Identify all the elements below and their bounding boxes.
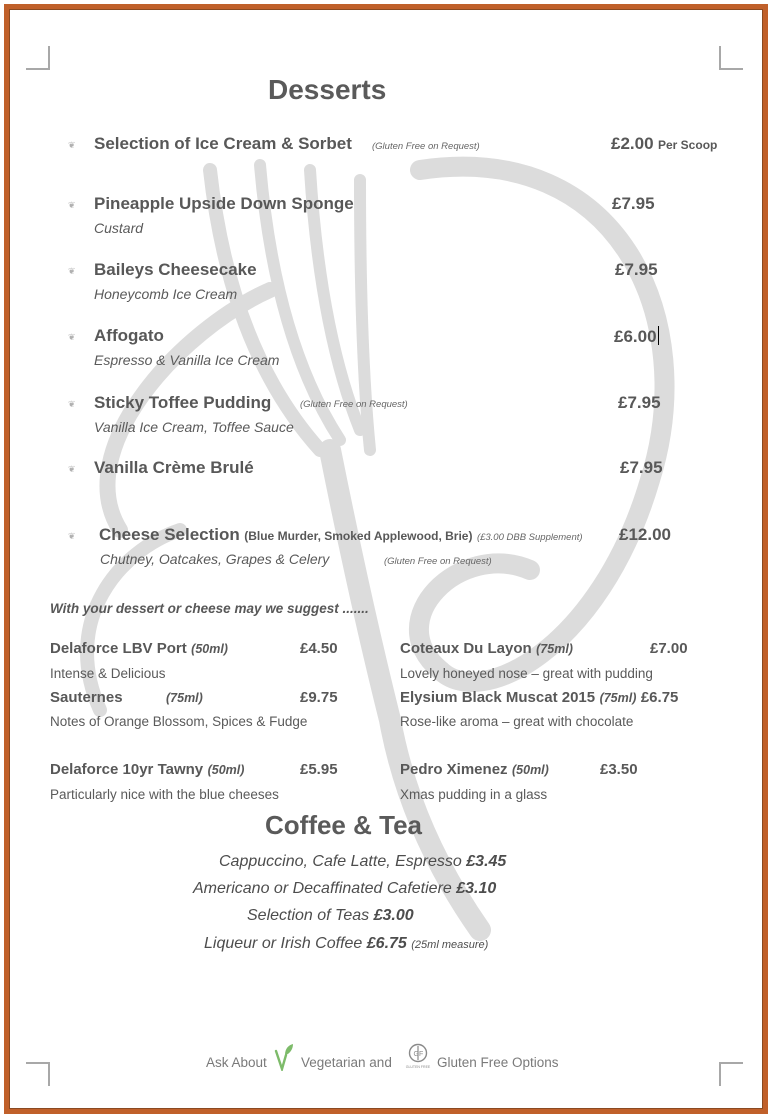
item-subtitle: (Blue Murder, Smoked Applewood, Brie) <box>244 529 473 543</box>
coffee-price: £3.00 <box>373 907 414 924</box>
bullet-icon: ❦ <box>68 399 76 409</box>
item-desc: Honeycomb Ice Cream <box>94 286 238 302</box>
wine-name: Coteaux Du Layon <box>400 640 532 657</box>
wine-desc: Notes of Orange Blossom, Spices & Fudge <box>50 714 308 729</box>
wine-desc: Intense & Delicious <box>50 666 166 681</box>
price-value: £2.00 <box>611 134 654 153</box>
coffee-item <box>204 935 488 953</box>
coffee-price: £3.10 <box>456 880 497 897</box>
bullet-icon: ❦ <box>68 531 76 541</box>
item-note: (Gluten Free on Request) <box>384 556 492 567</box>
crop-mark-top-left <box>26 46 50 70</box>
item-desc: Vanilla Ice Cream, Toffee Sauce <box>94 419 294 435</box>
wine-measure: (75ml) <box>536 642 573 656</box>
item-price <box>611 134 717 154</box>
bullet-icon: ❦ <box>68 464 76 474</box>
item-price: £7.95 <box>620 458 663 477</box>
crop-mark-bottom-left <box>26 1062 50 1086</box>
footer-ask: Ask About <box>206 1055 267 1070</box>
wine-name: Delaforce LBV Port <box>50 640 187 657</box>
text-cursor <box>658 326 659 345</box>
item-price <box>614 326 659 347</box>
coffee-label: Selection of Teas <box>247 907 370 924</box>
wine-name: Delaforce 10yr Tawny <box>50 761 204 778</box>
item-price: £7.95 <box>615 260 658 279</box>
coffee-title: Coffee & Tea <box>265 810 422 840</box>
wine-item <box>50 640 228 658</box>
item-name: Baileys Cheesecake <box>94 260 257 279</box>
bullet-icon: ❦ <box>68 200 76 210</box>
wine-price: £4.50 <box>300 640 338 657</box>
wine-measure: (50ml) <box>191 642 228 656</box>
item-desc: Espresso & Vanilla Ice Cream <box>94 352 280 368</box>
item-name: Cheese Selection <box>99 525 240 544</box>
item-name: Affogato <box>94 326 164 345</box>
bullet-icon: ❦ <box>68 332 76 342</box>
gluten-free-icon <box>405 1043 431 1071</box>
coffee-label: Liqueur or Irish Coffee <box>204 935 363 952</box>
wine-price: £7.00 <box>650 640 688 657</box>
price-suffix: Per Scoop <box>658 138 718 152</box>
bullet-icon: ❦ <box>68 140 76 150</box>
coffee-label: Cappuccino, Cafe Latte, Espresso <box>219 853 462 870</box>
wine-name: Pedro Ximenez <box>400 761 508 778</box>
item-desc: Custard <box>94 220 144 236</box>
price-value: £6.00 <box>614 327 657 346</box>
coffee-price: £3.45 <box>466 853 507 870</box>
wine-item <box>400 640 573 658</box>
footer-gf: Gluten Free Options <box>437 1055 559 1070</box>
wine-price: £9.75 <box>300 689 338 706</box>
item-name: Sticky Toffee Pudding <box>94 393 272 412</box>
wine-desc: Xmas pudding in a glass <box>400 787 548 802</box>
svg-text:F: F <box>419 1051 424 1058</box>
item-supplement: (£3.00 DBB Supplement) <box>476 532 583 543</box>
coffee-price: £6.75 <box>366 935 407 952</box>
coffee-label: Americano or Decaffinated Cafetiere <box>193 880 452 897</box>
wine-price: £6.75 <box>640 689 679 706</box>
crop-mark-bottom-right <box>719 1062 743 1086</box>
wine-item <box>50 761 244 779</box>
wine-item <box>400 689 678 707</box>
bullet-icon: ❦ <box>68 266 76 276</box>
wine-measure: (75ml) <box>166 691 203 705</box>
coffee-item <box>193 880 496 898</box>
wine-measure: (50ml) <box>207 763 245 777</box>
wine-price: £3.50 <box>600 761 638 778</box>
item-note: (Gluten Free on Request) <box>300 399 408 410</box>
wine-intro: With your dessert or cheese may we suggest ....... <box>50 601 369 616</box>
wine-measure: (50ml) <box>512 763 549 777</box>
wine-item <box>400 761 549 779</box>
wine-measure: (75ml) <box>599 691 637 705</box>
wine-desc: Particularly nice with the blue cheeses <box>50 787 279 802</box>
cheese-heading <box>99 525 583 545</box>
wine-desc: Rose-like aroma – great with chocolate <box>400 714 634 729</box>
wine-name: Elysium Black Muscat 2015 <box>400 689 596 706</box>
coffee-item <box>247 907 414 925</box>
coffee-note: (25ml measure) <box>411 939 489 951</box>
crop-mark-top-right <box>719 46 743 70</box>
item-note: (Gluten Free on Request) <box>372 141 480 152</box>
svg-text:G: G <box>413 1051 419 1058</box>
wine-price: £5.95 <box>300 761 338 778</box>
svg-text:GLUTEN FREE: GLUTEN FREE <box>405 1065 431 1069</box>
vegetarian-icon <box>274 1043 294 1071</box>
footer-veg: Vegetarian and <box>301 1055 392 1070</box>
item-name: Selection of Ice Cream & Sorbet <box>94 134 352 153</box>
item-name: Pineapple Upside Down Sponge <box>94 194 354 213</box>
item-name: Vanilla Crème Brulé <box>94 458 254 477</box>
wine-desc: Lovely honeyed nose – great with pudding <box>400 666 653 681</box>
wine-name: Sauternes <box>50 689 123 706</box>
desserts-title: Desserts <box>268 74 387 105</box>
item-desc: Chutney, Oatcakes, Grapes & Celery <box>100 551 330 567</box>
item-price: £7.95 <box>612 194 655 213</box>
item-price: £12.00 <box>619 525 671 544</box>
item-price: £7.95 <box>618 393 661 412</box>
coffee-item <box>219 853 506 871</box>
